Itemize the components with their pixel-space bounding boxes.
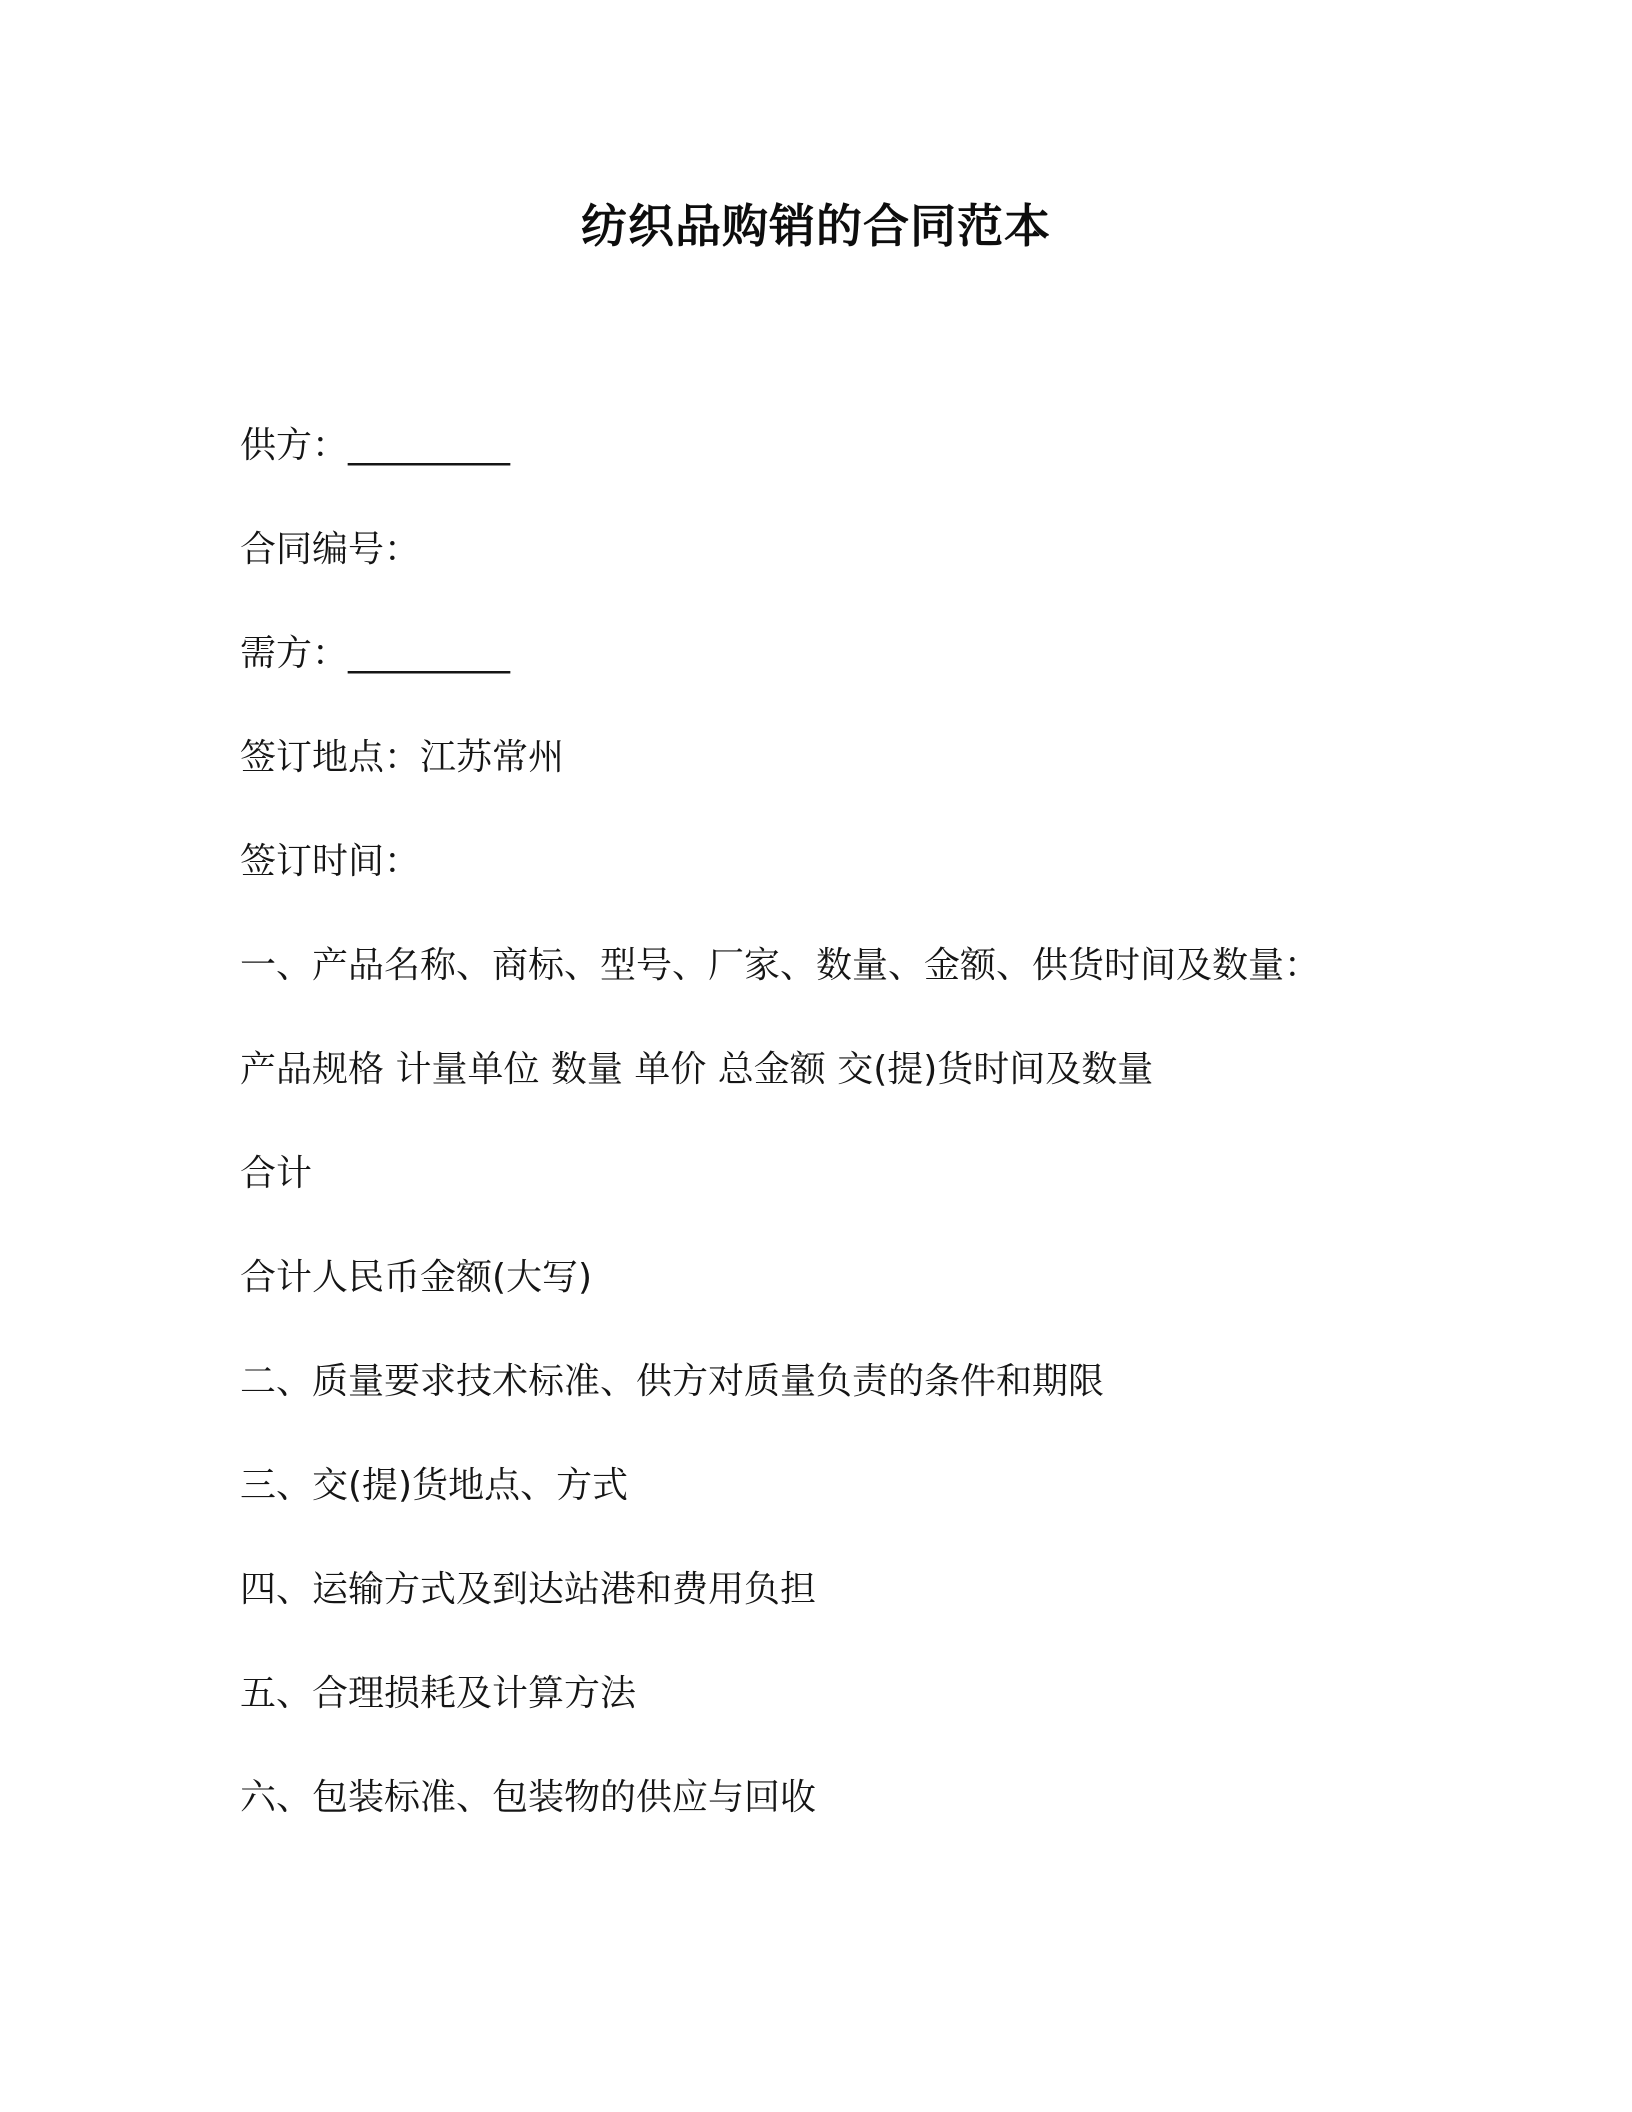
section-1-heading: 一、产品名称、商标、型号、厂家、数量、金额、供货时间及数量： [240, 945, 1321, 986]
section-5-heading: 五、合理损耗及计算方法 [240, 1673, 637, 1714]
signing-place-line: 签订地点：江苏常州 [240, 737, 565, 778]
document-title: 纺织品购销的合同范本 [581, 199, 1051, 253]
product-columns-line: 产品规格 计量单位 数量 单价 总金额 交(提)货时间及数量 [240, 1049, 1154, 1090]
section-6-heading: 六、包装标准、包装物的供应与回收 [240, 1777, 817, 1818]
contract-number-line: 合同编号： [240, 529, 421, 570]
total-rmb-line: 合计人民币金额(大写) [240, 1257, 593, 1298]
signing-time-line: 签订时间： [240, 841, 421, 882]
buyer-line: 需方：_________ [240, 633, 511, 674]
supplier-line: 供方：_________ [240, 425, 511, 466]
total-line: 合计 [240, 1153, 313, 1194]
section-4-heading: 四、运输方式及到达站港和费用负担 [240, 1569, 817, 1610]
document-body [240, 416, 1440, 1872]
section-2-heading: 二、质量要求技术标准、供方对质量负责的条件和期限 [240, 1361, 1105, 1402]
section-3-heading: 三、交(提)货地点、方式 [240, 1465, 629, 1506]
